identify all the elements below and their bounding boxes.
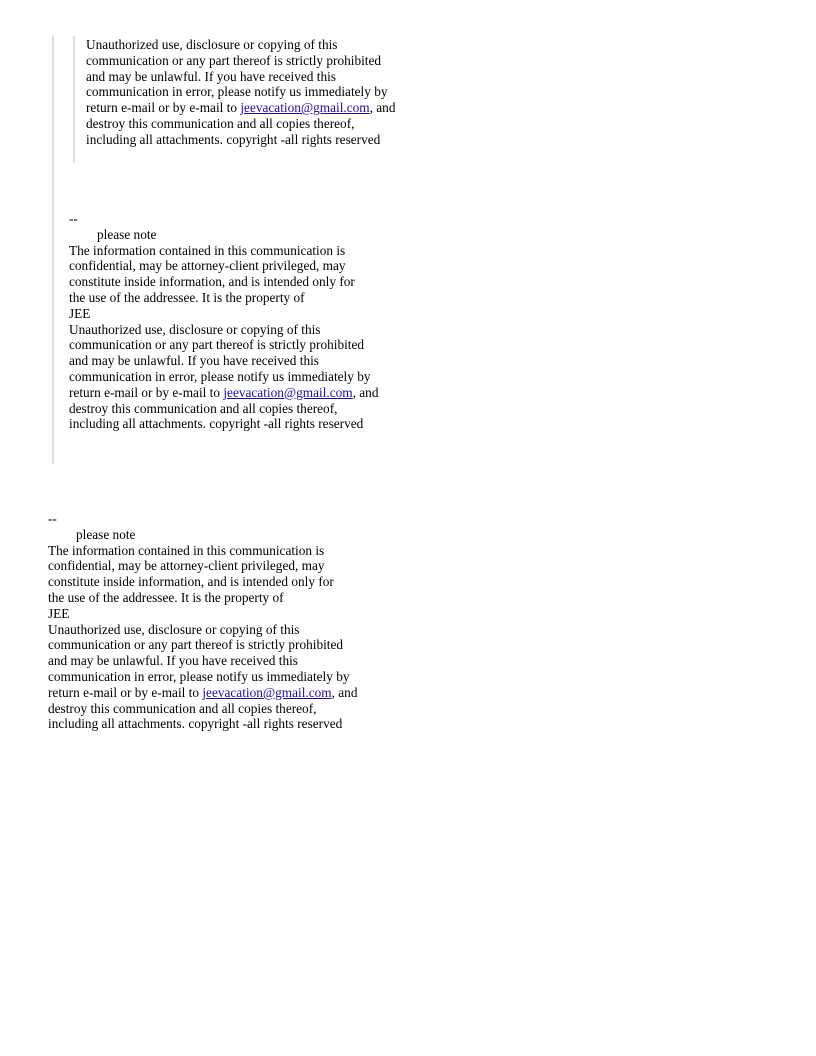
disclaimer-line: including all attachments. copyright -all rights reserved xyxy=(69,416,364,432)
disclaimer-line: Unauthorized use, disclosure or copying of this xyxy=(86,37,338,52)
disclaimer-return-line xyxy=(86,100,395,116)
please-note-heading: please note xyxy=(97,226,157,242)
return-prefix: return e-mail or by e-mail to xyxy=(48,684,203,700)
disclaimer-line: the use of the addressee. It is the property of xyxy=(69,289,305,305)
signature-separator: -- xyxy=(48,511,57,526)
return-prefix: return e-mail or by e-mail to xyxy=(69,384,224,400)
disclaimer-line: Unauthorized use, disclosure or copying of this xyxy=(48,621,300,637)
disclaimer-line: communication or any part thereof is strictly prohibited xyxy=(69,337,365,353)
disclaimer-return-line xyxy=(48,685,357,701)
return-suffix: , and xyxy=(352,384,379,400)
disclaimer-line: Unauthorized use, disclosure or copying of this xyxy=(69,321,321,337)
please-note-heading: please note xyxy=(76,526,136,542)
return-prefix: return e-mail or by e-mail to xyxy=(86,100,241,116)
disclaimer-line: communication or any part thereof is strictly prohibited xyxy=(86,52,382,68)
return-suffix: , and xyxy=(369,100,396,116)
signature xyxy=(48,511,357,732)
email-link[interactable]: jeevacation@gmail.com xyxy=(202,684,332,700)
disclaimer-line: including all attachments. copyright -all rights reserved xyxy=(48,716,343,732)
disclaimer-line: communication or any part thereof is strictly prohibited xyxy=(48,637,344,653)
email-link[interactable]: jeevacation@gmail.com xyxy=(223,384,353,400)
disclaimer-line: The information contained in this communication is xyxy=(48,542,325,558)
return-suffix: , and xyxy=(331,684,358,700)
quoted-inner-disclaimer xyxy=(86,37,395,148)
disclaimer-line: confidential, may be attorney-client privileged, may xyxy=(48,558,325,574)
quoted-outer-signature xyxy=(69,211,378,432)
disclaimer-line: communication in error, please notify us immediately by xyxy=(48,668,350,684)
signature-separator: -- xyxy=(69,211,78,226)
disclaimer-line: destroy this communication and all copies thereof, xyxy=(48,700,317,716)
disclaimer-line: destroy this communication and all copies thereof, xyxy=(69,400,338,416)
disclaimer-line: The information contained in this communication is xyxy=(69,242,346,258)
disclaimer-line: including all attachments. copyright -all rights reserved xyxy=(86,131,381,147)
disclaimer-line: destroy this communication and all copies thereof, xyxy=(86,115,355,131)
disclaimer-return-line xyxy=(69,385,378,401)
disclaimer-line: the use of the addressee. It is the property of xyxy=(48,589,284,605)
disclaimer-line: and may be unlawful. If you have received this xyxy=(48,653,298,669)
disclaimer-line: and may be unlawful. If you have received this xyxy=(86,68,336,84)
disclaimer-line: confidential, may be attorney-client privileged, may xyxy=(69,258,346,274)
disclaimer-line: constitute inside information, and is intended only for xyxy=(48,574,334,590)
disclaimer-line: communication in error, please notify us immediately by xyxy=(86,84,388,100)
disclaimer-line: communication in error, please notify us immediately by xyxy=(69,368,371,384)
email-link[interactable]: jeevacation@gmail.com xyxy=(240,100,370,116)
disclaimer-line: JEE xyxy=(69,305,91,321)
disclaimer-line: and may be unlawful. If you have received this xyxy=(69,353,319,369)
disclaimer-line: constitute inside information, and is intended only for xyxy=(69,274,355,290)
disclaimer-line: JEE xyxy=(48,605,70,621)
